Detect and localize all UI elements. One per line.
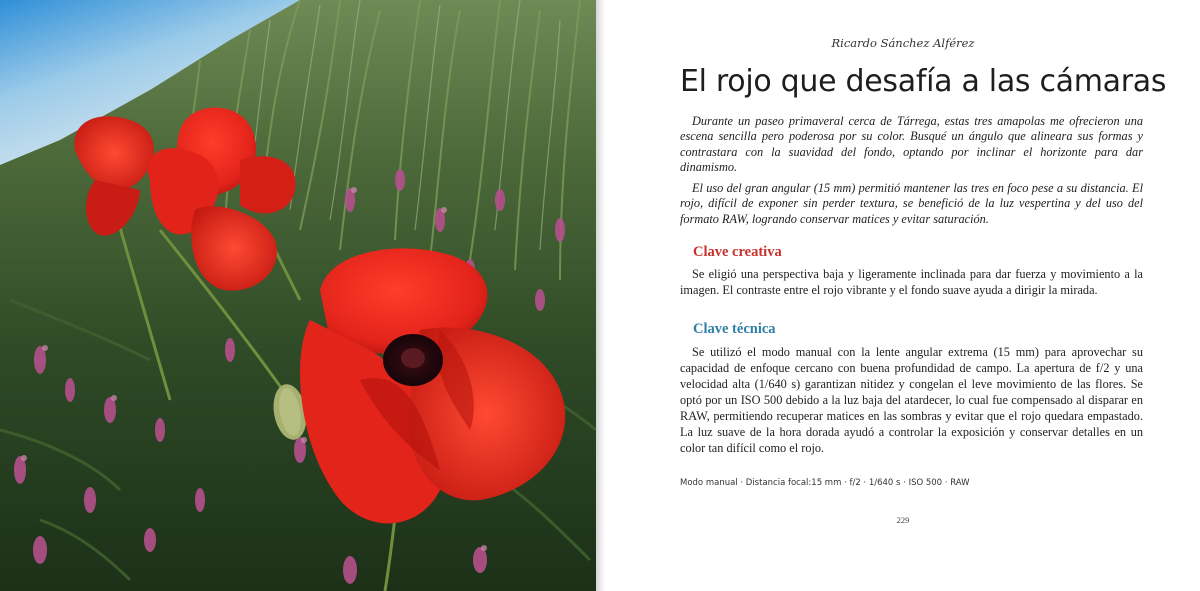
technical-text: Se utilizó el modo manual con la lente angular extrema (15 mm) para aprovechar su capacidad de enfoque cercano con buena profundidad de campo. La apertura de f/2 y una velocidad alta (1/640 s) garantizan nitidez y congelan el leve movimiento de las flores. Se optó por un ISO 500 debido a la luz baja del atardecer, lo cual fue compensado al disparar en RAW, permitiendo recuperar matices en las sombras y evitar que el rojo quedara empastado. La luz suave de la hora dorada ayudó a controlar la exposición y conservar detalles en un color tan difícil como el rojo. xyxy=(680,345,1143,455)
creative-section xyxy=(680,266,1143,298)
author-name: Ricardo Sánchez Alférez xyxy=(831,36,975,50)
text-page xyxy=(606,0,1200,591)
technical-section xyxy=(680,344,1143,456)
creative-heading: Clave creativa xyxy=(693,244,782,260)
intro-paragraph: El uso del gran angular (15 mm) permitió mantener las tres en foco pese a su distancia. El rojo, difícil de exponer sin perder textura, se benefició de la luz vespertina y del uso del formato RAW, logrando conservar matices y evitar saturación. xyxy=(680,181,1143,226)
book-gutter xyxy=(596,0,606,591)
poppy-photo-illustration xyxy=(0,0,596,591)
creative-text: Se eligió una perspectiva baja y ligeramente inclinada para dar fuerza y movimiento a la imagen. El contraste entre el rojo vibrante y el fondo suave ayuda a dirigir la mirada. xyxy=(680,267,1143,297)
poppy-photo xyxy=(0,0,596,591)
page-title: El rojo que desafía a las cámaras xyxy=(680,64,1167,99)
intro-paragraph: Durante un paseo primaveral cerca de Tárrega, estas tres amapolas me ofrecieron una escena sencilla pero poderosa por su color. Busqué un ángulo que alineara sus formas y contrastara con la suavidad del fondo, optando por inclinar el horizonte para dar dinamismo. xyxy=(680,114,1143,174)
page-number: 229 xyxy=(896,515,910,525)
intro-block xyxy=(680,114,1143,233)
technical-heading: Clave técnica xyxy=(693,321,776,337)
camera-specs: Modo manual · Distancia focal:15 mm · f/2 · 1/640 s · ISO 500 · RAW xyxy=(680,478,970,488)
